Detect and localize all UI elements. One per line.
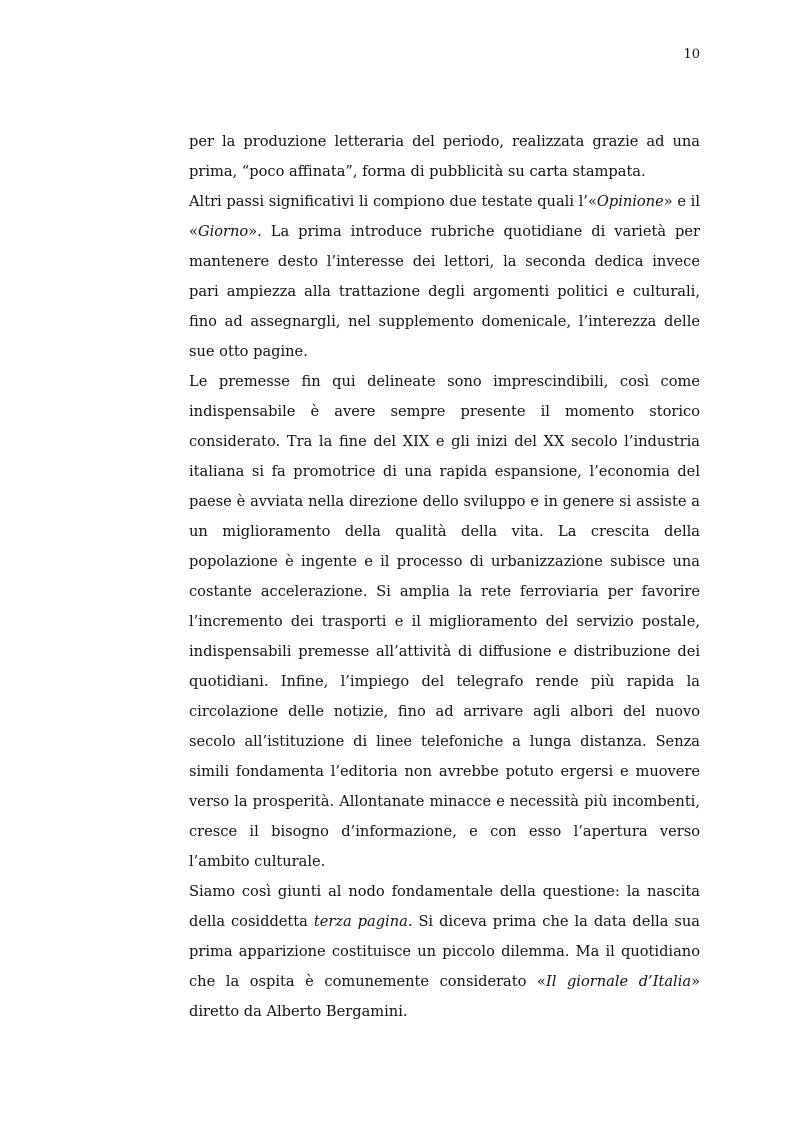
paragraph-4-text-a: Siamo così giunti al nodo fondamentale della questione: la nascita della cosiddetta	[189, 883, 700, 930]
paragraph-1	[189, 127, 700, 187]
terza-pagina-term: terza pagina	[313, 913, 408, 930]
paragraph-2-text-b: » e il «	[189, 193, 700, 240]
body-text	[189, 127, 700, 1027]
paragraph-2	[189, 187, 700, 367]
opinione-title: Opinione	[596, 193, 664, 210]
paragraph-2-text-a: Altri passi significativi li compiono due testate quali l’«	[189, 193, 597, 210]
paragraph-3	[189, 367, 700, 877]
paragraph-3-text: Le premesse fin qui delineate sono imprescindibili, così come indispensabile è avere sempre presente il momento storico considerato. Tra la fine del XIX e gli inizi del XX secolo l’industria italiana si fa promotrice di una rapida espansione, l’economia del paese è avviata nella direzione dello sviluppo e in genere si assiste a un miglioramento della qualità della vita. La crescita della popolazione è ingente e il processo di urbanizzazione subisce una costante accelerazione. Si amplia la rete ferroviaria per favorire l’incremento dei trasporti e il miglioramento del servizio postale, indispensabili premesse all’attività di diffusione e distribuzione dei quotidiani. Infine, l’impiego del telegrafo rende più rapida la circolazione delle notizie, fino ad arrivare agli albori del nuovo secolo all’istituzione di linee telefoniche a lunga distanza. Senza simili fondamenta l’editoria non avrebbe potuto ergersi e muovere verso la prosperità. Allontanate minacce e necessità più incombenti, cresce il bisogno d’informazione, e con esso l’apertura verso l’ambito culturale.	[189, 373, 700, 870]
giorno-title: Giorno	[197, 223, 249, 240]
paragraph-4	[189, 877, 700, 1027]
paragraph-1-text: per la produzione letteraria del periodo, realizzata grazie ad una prima, “poco affinata”, forma di pubblicità su carta stampata.	[189, 133, 700, 180]
giornale-italia-title: Il giornale d’Italia	[545, 973, 692, 990]
paragraph-4-text-b: . Si diceva prima che la data della sua prima apparizione costituisce un piccolo dilemma. Ma il quotidiano che la ospita è comunemente considerato «	[189, 913, 700, 990]
paragraph-2-text-c: ». La prima introduce rubriche quotidiane di varietà per mantenere desto l’interesse dei lettori, la seconda dedica invece pari ampiezza alla trattazione degli argomenti politici e culturali, fino ad assegnargli, nel supplemento domenicale, l’interezza delle sue otto pagine.	[189, 223, 700, 360]
paragraph-4-text-c: » diretto da Alberto Bergamini.	[189, 973, 700, 1020]
page-number: 10	[683, 47, 700, 62]
